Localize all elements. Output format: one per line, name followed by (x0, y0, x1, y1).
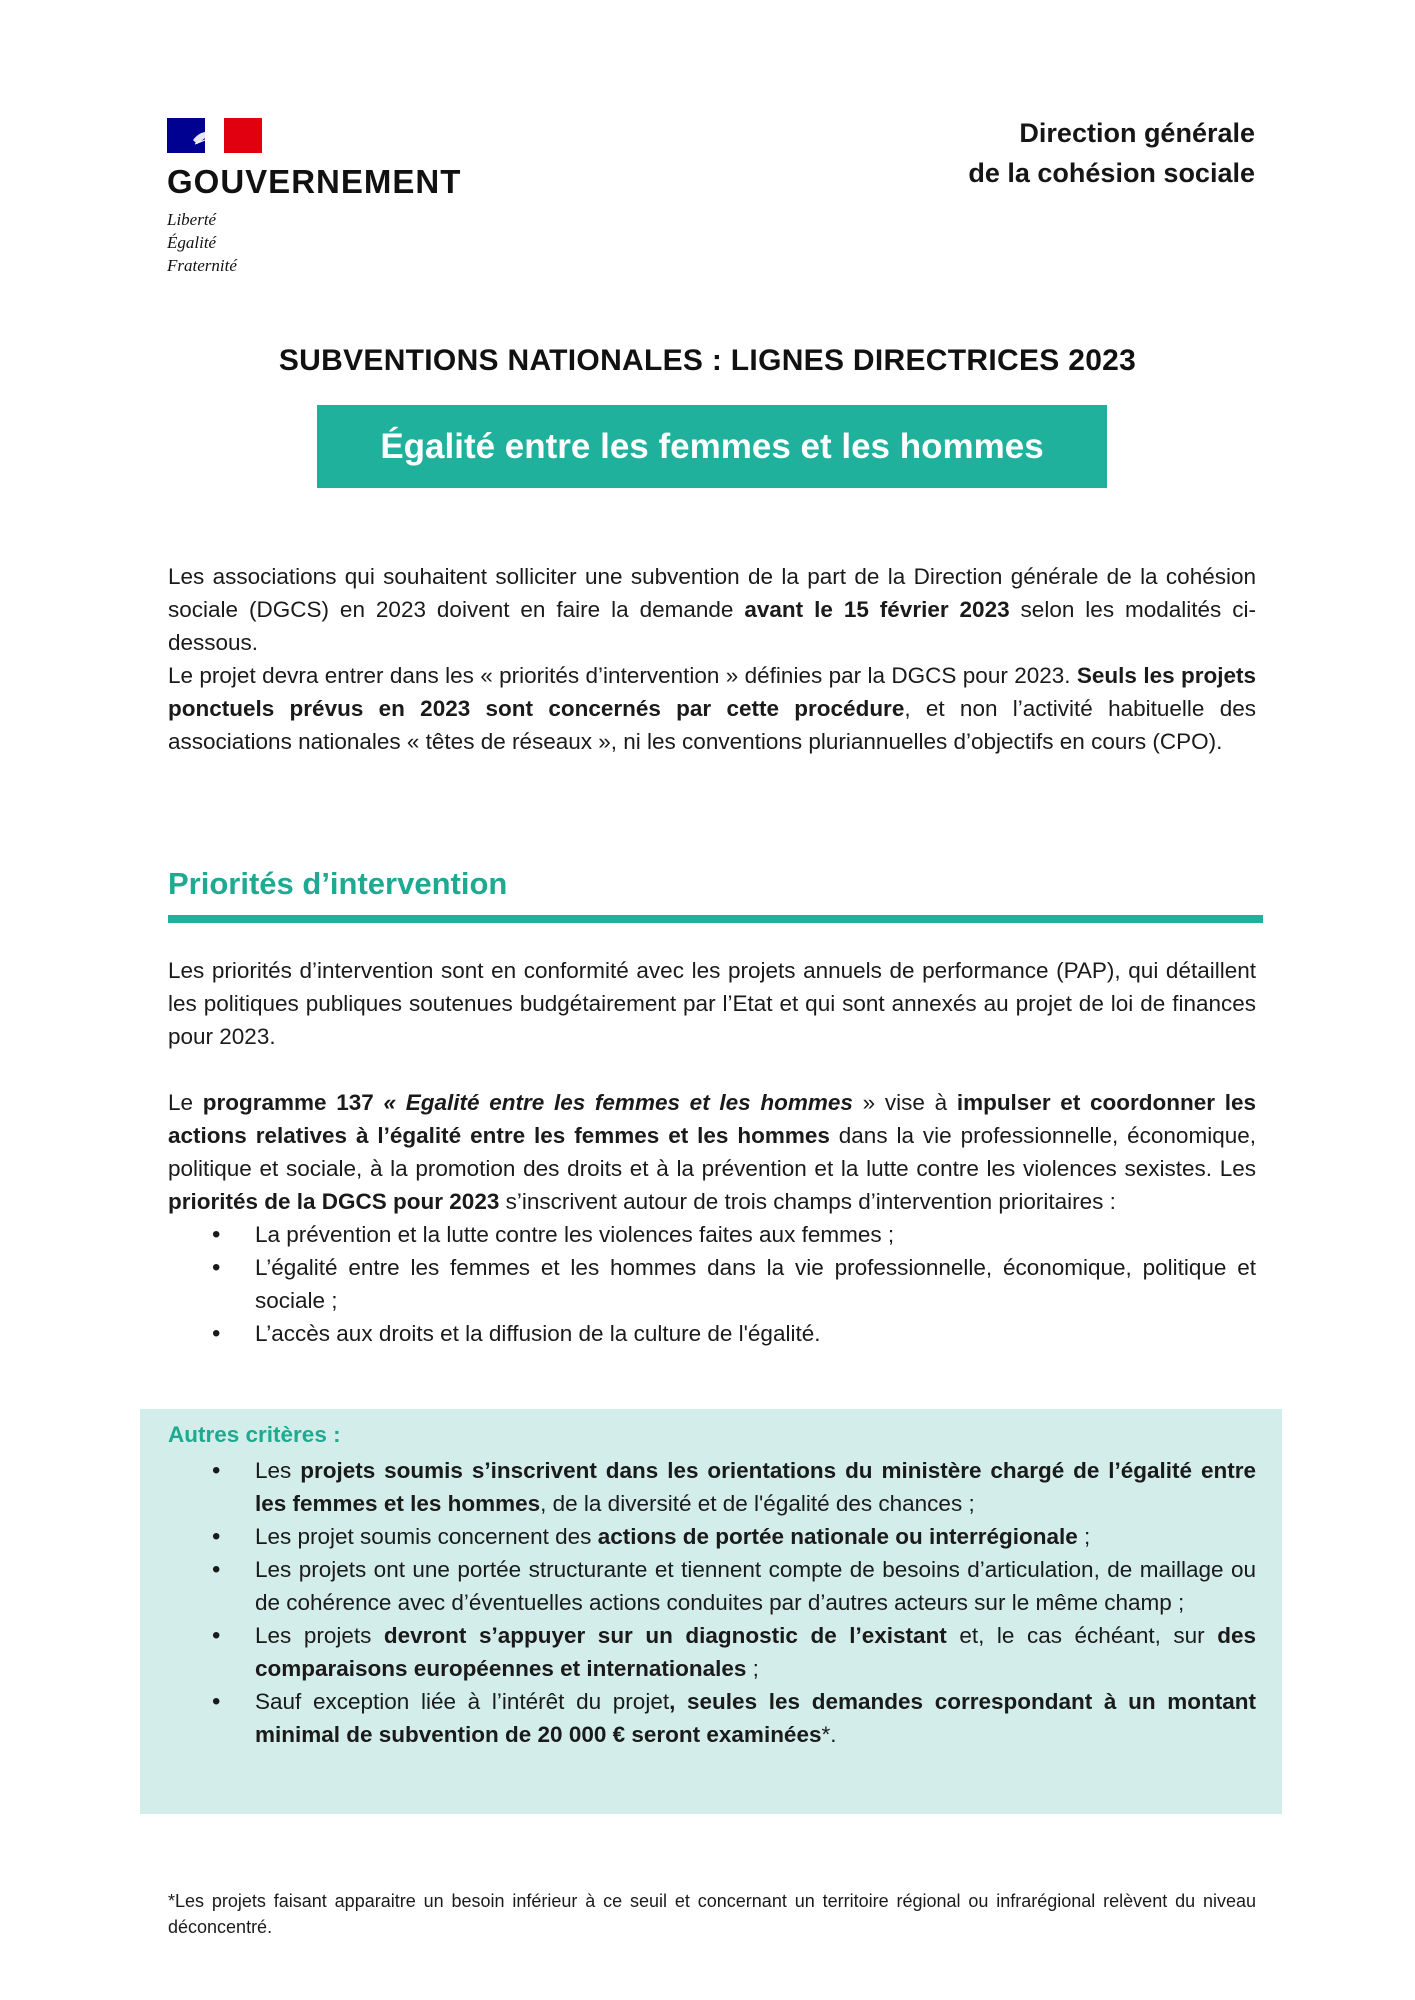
document-title: SUBVENTIONS NATIONALES : LIGNES DIRECTRICES 2023 (278, 344, 1137, 377)
list-item: • Les projets soumis s’inscrivent dans les orientations du ministère chargé de l’égalité entre les femmes et les hommes, de la diversité et de l'égalité des chances ; (168, 1454, 1256, 1520)
list-item: • Sauf exception liée à l’intérêt du projet, seules les demandes correspondant à un montant minimal de subvention de 20 000 € seront examinées*. (168, 1685, 1256, 1751)
list-item: • L’égalité entre les femmes et les hommes dans la vie professionnelle, économique, politique et sociale ; (168, 1251, 1256, 1317)
list-item: • L’accès aux droits et la diffusion de la culture de l'égalité. (168, 1317, 1256, 1350)
intro-paragraph-2: Le projet devra entrer dans les « priorités d’intervention » définies par la DGCS pour 2023. Seuls les projets ponctuels prévus en 2023 sont concernés par cette procédure, et non l’activité habituelle des associations nationales « têtes de réseaux », ni les conventions pluriannuelles d’objectifs en cours (CPO). (168, 663, 1256, 754)
motto-fraternite: Fraternité (167, 256, 237, 275)
logo-wordmark: GOUVERNEMENT (167, 163, 462, 200)
priority-fields-list (168, 1218, 1256, 1350)
priorities-paragraph-1: Les priorités d’intervention sont en conformité avec les projets annuels de performance (PAP), qui détaillent les politiques publiques soutenues budgétairement par l’Etat et qui sont annexés au projet de loi de finances pour 2023. (168, 958, 1256, 1049)
footnote: *Les projets faisant apparaitre un besoin inférieur à ce seuil et concernant un territoire régional ou infrarégional relèvent du niveau déconcentré. (168, 1891, 1256, 1937)
criteria-list-container (168, 1454, 1256, 1751)
criteria-list (168, 1454, 1256, 1751)
motto-liberte: Liberté (167, 210, 217, 229)
marianne-icon (189, 122, 223, 149)
list-item: • Les projets ont une portée structurante et tiennent compte de besoins d’articulation, de maillage ou de cohérence avec d’éventuelles actions conduites par d’autres acteurs sur le même champ ; (168, 1553, 1256, 1619)
government-logo (167, 118, 487, 277)
republic-motto (167, 208, 487, 277)
priorities-paragraph-2: Le programme 137 « Egalité entre les femmes et les hommes » vise à impulser et coordonner les actions relatives à l’égalité entre les femmes et les hommes dans la vie professionnelle, économique, politique et sociale, à la promotion des droits et à la prévention et la lutte contre les violences sexistes. Les priorités de la DGCS pour 2023 s’inscrivent autour de trois champs d’intervention prioritaires : • La prévention et la lutte contre les violences faites aux femmes ; • L’égalité entre les femmes et les hommes dans la vie professionnelle, économique, politique et sociale ; • L’accès aux droits et la diffusion de la culture de l'égalité. (168, 1086, 1256, 1350)
list-item: • La prévention et la lutte contre les violences faites aux femmes ; (168, 1218, 1256, 1251)
intro-paragraph-1: Les associations qui souhaitent solliciter une subvention de la part de la Direction générale de la cohésion sociale (DGCS) en 2023 doivent en faire la demande avant le 15 février 2023 selon les modalités ci-dessous. (168, 564, 1257, 655)
deadline: avant le 15 février 2023 (744, 597, 1010, 622)
issuing-organization (968, 113, 1255, 193)
section-divider (168, 915, 1263, 923)
list-item: • Les projet soumis concernent des actions de portée nationale ou interrégionale ; (168, 1520, 1256, 1553)
list-item: • Les projets devront s’appuyer sur un diagnostic de l’existant et, le cas échéant, sur des comparaisons européennes et internationales ; (168, 1619, 1256, 1685)
intro-section (168, 560, 1256, 758)
flag-icon (167, 118, 262, 153)
topic-banner (317, 405, 1107, 488)
criteria-heading: Autres critères : (168, 1422, 341, 1447)
motto-egalite: Égalité (167, 233, 217, 252)
section-heading-priorities: Priorités d’intervention (168, 866, 508, 901)
org-line-2: de la cohésion sociale (968, 158, 1255, 188)
org-line-1: Direction générale (1019, 118, 1255, 148)
topic-banner-text: Égalité entre les femmes et les hommes (380, 426, 1044, 466)
